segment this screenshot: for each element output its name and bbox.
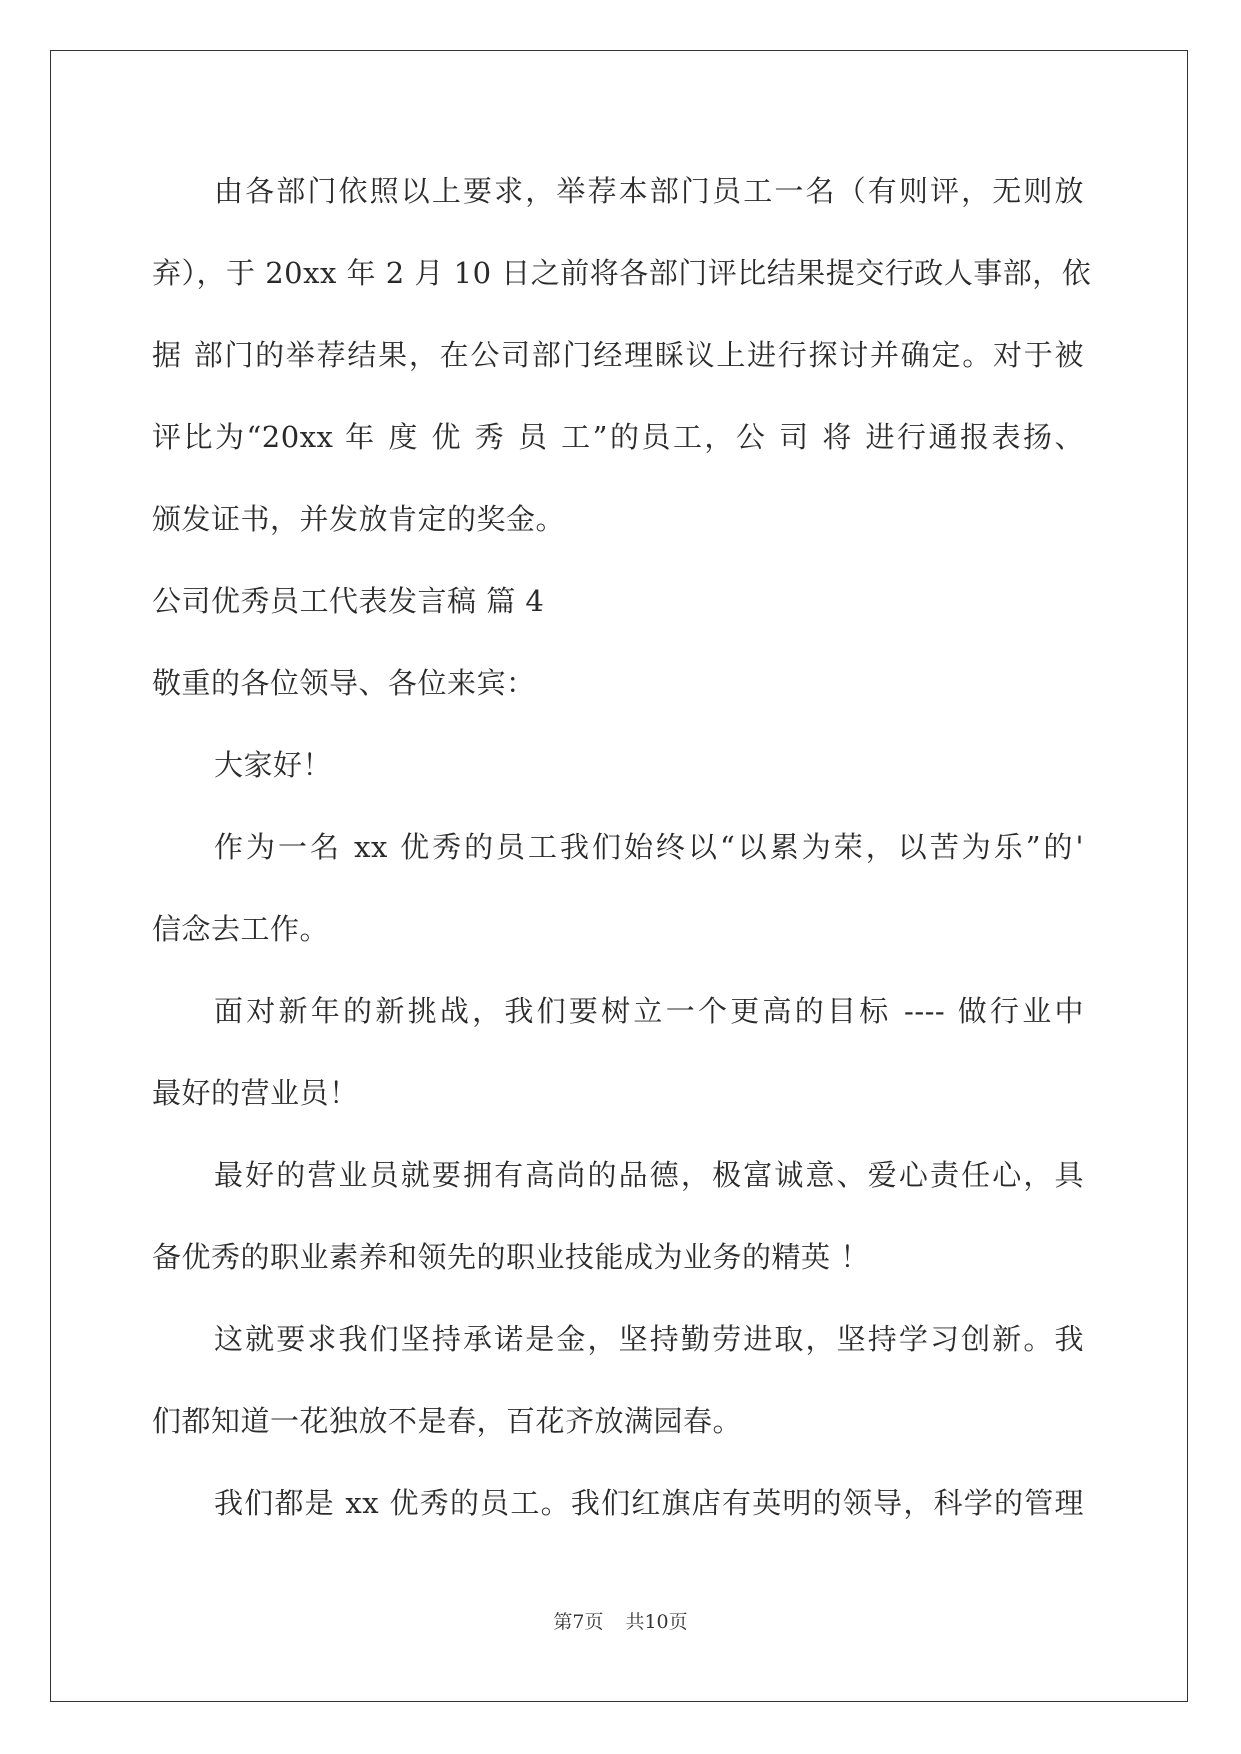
paragraph-line: 面对新年的新挑战，我们要树立一个更高的目标 ---- 做行业中 <box>214 994 1084 1028</box>
paragraph-line: 据 部门的举荐结果，在公司部门经理睬议上进行探讨并确定。对于被 <box>152 338 1084 372</box>
paragraph-line: 颁发证书，并发放肯定的奖金。 <box>152 502 566 536</box>
paragraph-line: 评比为“20xx 年 度 优 秀 员 工”的员工，公 司 将 进行通报表扬、 <box>152 420 1084 454</box>
paragraph-line: 弃），于 20xx 年 2 月 10 日之前将各部门评比结果提交行政人事部，依 <box>152 256 1092 290</box>
paragraph-line: 信念去工作。 <box>152 912 330 946</box>
paragraph-line: 最好的营业员！ <box>152 1076 359 1110</box>
section-heading: 公司优秀员工代表发言稿 篇 4 <box>152 584 545 618</box>
paragraph-line: 由各部门依照以上要求，举荐本部门员工一名（有则评，无则放 <box>214 174 1084 208</box>
paragraph-line: 我们都是 xx 优秀的员工。我们红旗店有英明的领导，科学的管理 <box>214 1486 1084 1520</box>
paragraph-line: 最好的营业员就要拥有高尚的品德，极富诚意、爱心责任心，具 <box>214 1158 1084 1192</box>
paragraph-line: 们都知道一花独放不是春，百花齐放满园春。 <box>152 1404 743 1438</box>
paragraph-line: 这就要求我们坚持承诺是金，坚持勤劳进取，坚持学习创新。我 <box>214 1322 1084 1356</box>
page-footer <box>0 1607 1241 1634</box>
document-body <box>152 158 1092 1552</box>
paragraph-line: 作为一名 xx 优秀的员工我们始终以“以累为荣，以苦为乐”的' <box>214 830 1084 864</box>
paragraph-line: 备优秀的职业素养和领先的职业技能成为业务的精英 ！ <box>152 1240 870 1274</box>
greeting: 大家好！ <box>214 748 333 782</box>
page-number: 第7页 <box>553 1611 604 1633</box>
page-total: 共10页 <box>625 1611 688 1633</box>
salutation: 敬重的各位领导、各位来宾： <box>152 666 536 700</box>
